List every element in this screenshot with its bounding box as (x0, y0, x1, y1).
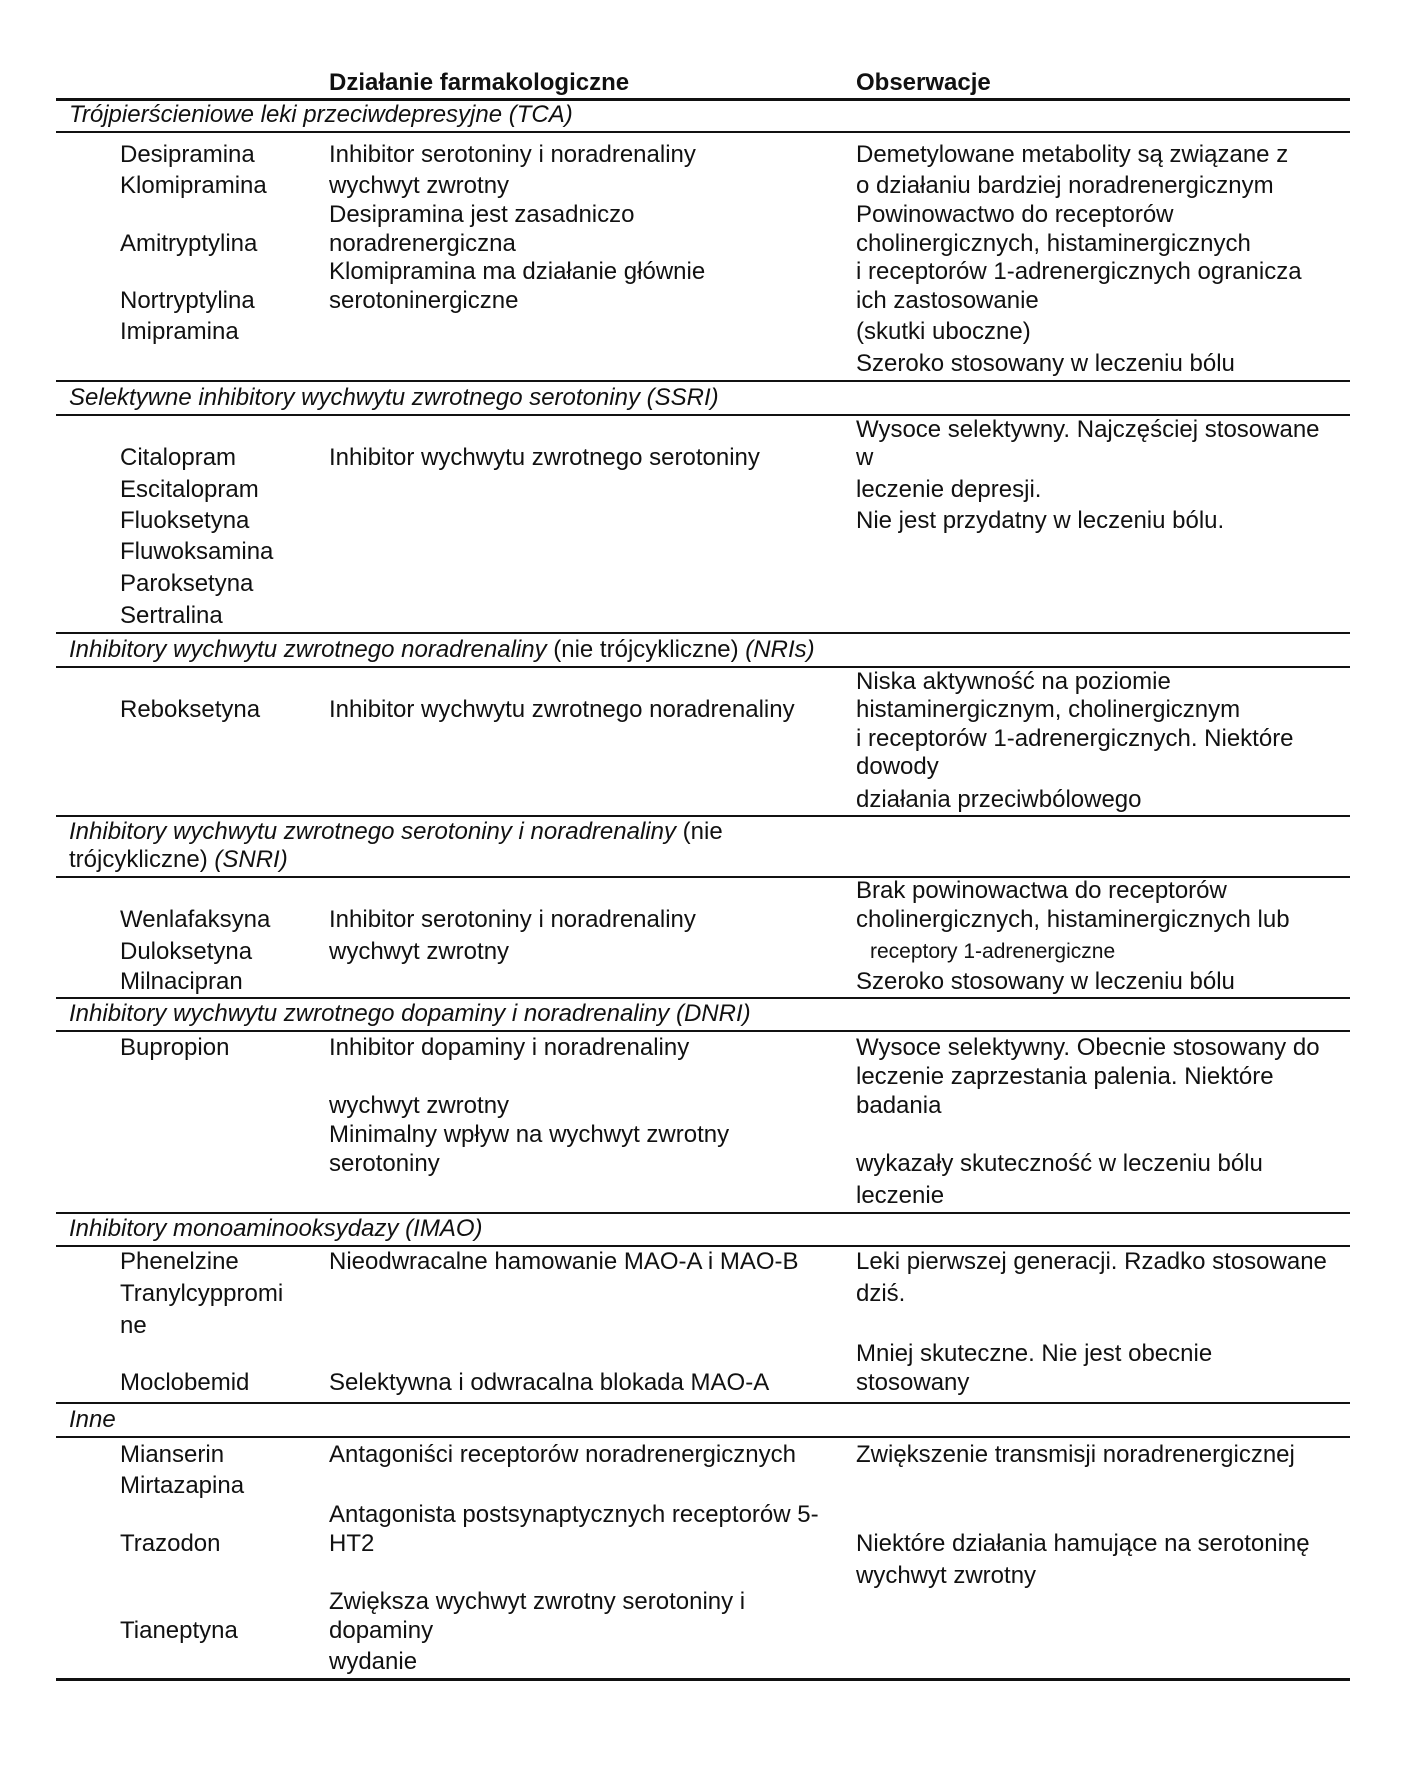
drug-name: Citalopram (120, 444, 237, 471)
obs-line: ich zastosowanie (856, 287, 1039, 314)
obs-line: Zwiększenie transmisji noradrenergicznej (856, 1441, 1295, 1468)
section-title-nri-plain: (nie trójcykliczne) (546, 636, 746, 663)
drug-name: Bupropion (120, 1034, 230, 1061)
pharm-line: Klomipramina ma działanie głównie (329, 258, 706, 285)
drug-name: Phenelzine (120, 1248, 239, 1275)
obs-line: Leki pierwszej generacji. Rzadko stosowane (856, 1248, 1327, 1275)
pharm-line: dopaminy (329, 1617, 434, 1644)
pharm-line: Nieodwracalne hamowanie MAO-A i MAO-B (329, 1248, 799, 1275)
section-title-imao: Inhibitory monoaminooksydazy (IMAO) (69, 1215, 483, 1242)
section-title-snri-italic: Inhibitory wychwytu zwrotnego serotoniny i noradrenaliny (69, 818, 676, 845)
obs-line: Powinowactwo do receptorów (856, 201, 1174, 228)
obs-line: dowody (856, 753, 939, 780)
pharm-line: Inhibitor serotoniny i noradrenaliny (329, 906, 696, 933)
drug-name: Wenlafaksyna (120, 906, 271, 933)
obs-line: i receptorów 1-adrenergicznych ogranicza (856, 258, 1302, 285)
rule-table-bottom (56, 1678, 1350, 1681)
obs-line: Nie jest przydatny w leczeniu bólu. (856, 507, 1225, 534)
obs-line: leczenie (856, 1182, 945, 1209)
section-title-ssri: Selektywne inhibitory wychwytu zwrotnego serotoniny (SSRI) (69, 384, 719, 411)
obs-line: Wysoce selektywny. Obecnie stosowany do (856, 1034, 1320, 1061)
obs-line: stosowany (856, 1369, 970, 1396)
header-pharmacological-action: Działanie farmakologiczne (329, 69, 630, 96)
header-observations: Obserwacje (856, 69, 991, 96)
pharm-line: Minimalny wpływ na wychwyt zwrotny (329, 1121, 730, 1148)
obs-line: Szeroko stosowany w leczeniu bólu (856, 968, 1235, 995)
rule-ssri-top (56, 380, 1350, 382)
drug-name: Sertralina (120, 602, 223, 629)
drug-name: Klomipramina (120, 172, 267, 199)
obs-line: histaminergicznym, cholinergicznym (856, 696, 1241, 723)
section-title-snri-abbr: (SNRI) (214, 846, 288, 873)
drug-name: Nortryptylina (120, 287, 255, 314)
obs-line: w (856, 444, 874, 471)
section-title-nri (69, 636, 815, 664)
section-title-nri-italic: Inhibitory wychwytu zwrotnego noradrenaliny (69, 636, 547, 663)
rule-inne (56, 1436, 1350, 1438)
obs-line: wychwyt zwrotny (856, 1562, 1037, 1589)
rule-snri-top (56, 815, 1350, 817)
pharm-line: wychwyt zwrotny (329, 172, 510, 199)
drug-name: Fluoksetyna (120, 507, 250, 534)
section-title-tca: Trójpierścieniowe leki przeciwdepresyjne (TCA) (69, 101, 573, 128)
obs-line: Niektóre działania hamujące na serotoninę (856, 1530, 1310, 1557)
drug-name: Moclobemid (120, 1369, 250, 1396)
rule-tca (56, 131, 1350, 133)
drug-name: Escitalopram (120, 476, 259, 503)
pharm-line: wychwyt zwrotny (329, 1092, 510, 1119)
obs-line: i receptorów 1-adrenergicznych. Niektóre (856, 725, 1294, 752)
drug-name: ne (120, 1312, 147, 1339)
obs-line: badania (856, 1092, 942, 1119)
obs-line: Szeroko stosowany w leczeniu bólu (856, 350, 1235, 377)
obs-line: leczenie depresji. (856, 476, 1042, 503)
drug-name: Reboksetyna (120, 696, 261, 723)
obs-line: (skutki uboczne) (856, 318, 1031, 345)
rule-nri-top (56, 632, 1350, 634)
section-title-snri-plain: (nie (675, 818, 723, 845)
drug-name: Mianserin (120, 1441, 225, 1468)
drug-name: Tianeptyna (120, 1617, 238, 1644)
obs-line: leczenie zaprzestania palenia. Niektóre (856, 1063, 1274, 1090)
pharm-line: Selektywna i odwracalna blokada MAO-A (329, 1369, 770, 1396)
section-title-snri-line1 (69, 818, 723, 846)
pharm-line: serotoninergiczne (329, 287, 519, 314)
rule-imao (56, 1245, 1350, 1247)
section-title-dnri: Inhibitory wychwytu zwrotnego dopaminy i noradrenaliny (DNRI) (69, 1000, 751, 1027)
pharm-line: Antagoniści receptorów noradrenergicznych (329, 1441, 796, 1468)
section-title-inne: Inne (69, 1406, 116, 1433)
rule-dnri (56, 1030, 1350, 1032)
rule-inne-top (56, 1402, 1350, 1404)
obs-line: działania przeciwbólowego (856, 786, 1142, 813)
pharm-line: wychwyt zwrotny (329, 938, 510, 965)
pharm-line: Inhibitor wychwytu zwrotnego noradrenaliny (329, 696, 795, 723)
obs-line: Wysoce selektywny. Najczęściej stosowane (856, 416, 1320, 443)
drug-name: Duloksetyna (120, 938, 253, 965)
obs-line: cholinergicznych, histaminergicznych (856, 230, 1251, 257)
pharm-line: Antagonista postsynaptycznych receptorów 5- (329, 1501, 819, 1528)
drug-name: Tranylcyppromi (120, 1280, 284, 1307)
pharm-line: Inhibitor wychwytu zwrotnego serotoniny (329, 444, 760, 471)
obs-line: cholinergicznych, histaminergicznych lub (856, 906, 1290, 933)
section-title-snri-plain2: trójcykliczne) (69, 846, 215, 873)
obs-line: wykazały skuteczność w leczeniu bólu (856, 1150, 1263, 1177)
pharm-line: wydanie (329, 1648, 418, 1675)
obs-line: o działaniu bardziej noradrenergicznym (856, 172, 1274, 199)
pharm-line: Inhibitor serotoniny i noradrenaliny (329, 141, 696, 168)
section-title-nri-abbr: (NRIs) (745, 636, 815, 663)
pharm-line: Inhibitor dopaminy i noradrenaliny (329, 1034, 690, 1061)
drug-name: Paroksetyna (120, 570, 254, 597)
pharm-line: HT2 (329, 1530, 375, 1557)
pharm-line: Desipramina jest zasadniczo (329, 201, 635, 228)
obs-line: Niska aktywność na poziomie (856, 668, 1171, 695)
drug-name: Mirtazapina (120, 1472, 245, 1499)
drug-name: Fluwoksamina (120, 538, 274, 565)
drug-name: Amitryptylina (120, 230, 258, 257)
rule-imao-top (56, 1212, 1350, 1214)
drug-name: Trazodon (120, 1530, 221, 1557)
section-title-snri-line2 (69, 846, 288, 874)
drug-name: Imipramina (120, 318, 239, 345)
drug-name: Desipramina (120, 141, 255, 168)
rule-dnri-top (56, 997, 1350, 999)
pharm-line: noradrenergiczna (329, 230, 516, 257)
obs-line: Demetylowane metabolity są związane z (856, 141, 1289, 168)
obs-line: Mniej skuteczne. Nie jest obecnie (856, 1340, 1213, 1367)
pharm-line: Zwiększa wychwyt zwrotny serotoniny i (329, 1588, 746, 1615)
obs-line: receptory 1-adrenergiczne (870, 940, 1116, 963)
obs-line: dziś. (856, 1280, 906, 1307)
drug-name: Milnacipran (120, 968, 243, 995)
obs-line: Brak powinowactwa do receptorów (856, 877, 1227, 904)
pharm-line: serotoniny (329, 1150, 440, 1177)
